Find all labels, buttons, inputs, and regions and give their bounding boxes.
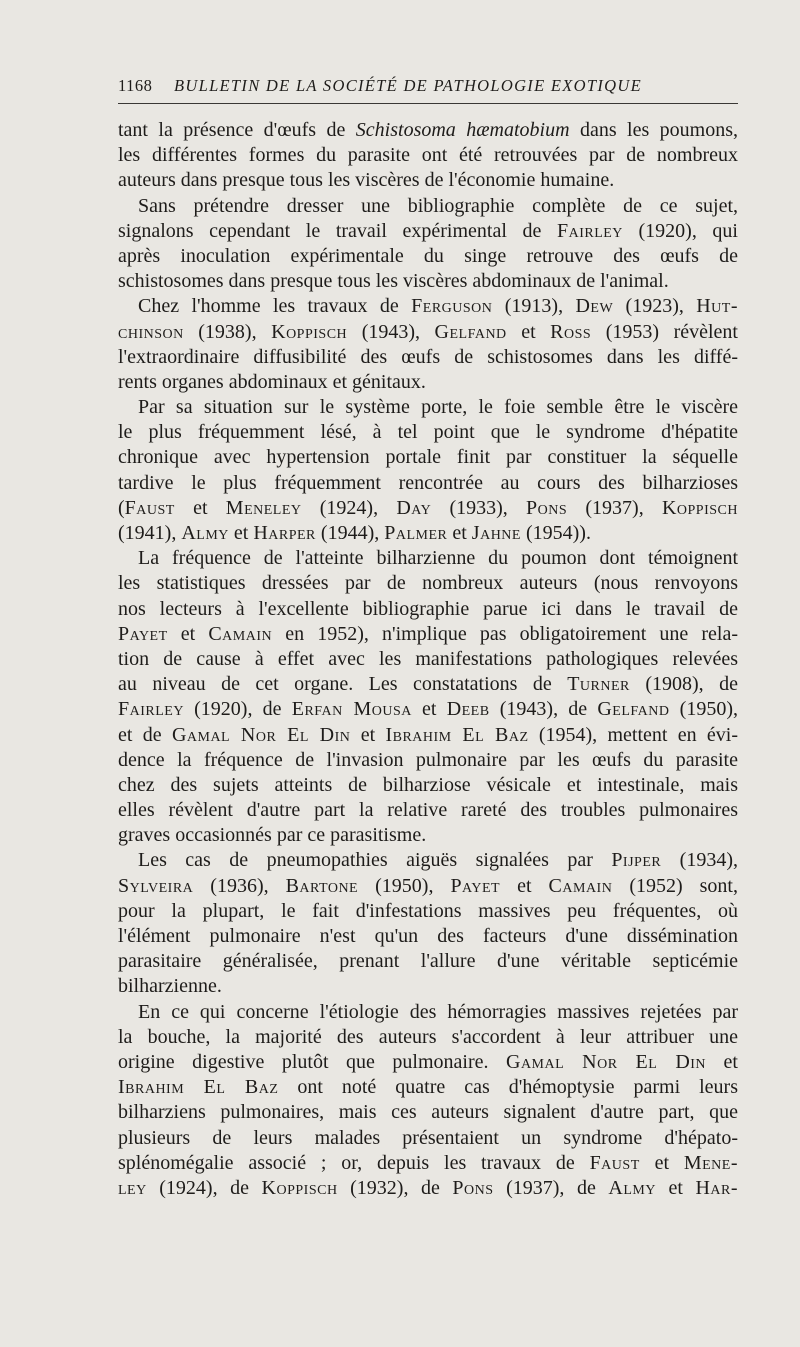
author-name: Fairley — [556, 219, 623, 242]
author-name: Turner — [567, 673, 630, 696]
author-name: Har- — [695, 1176, 739, 1199]
author-name: Camain — [548, 874, 613, 897]
paragraph-first-line: Par sa situation sur le système porte, le foie semble être le viscère — [138, 396, 738, 419]
text-line: l'extraordinaire diffusibilité des œufs de schistosomes dans les diffé- — [118, 345, 738, 368]
author-name: Payet — [450, 874, 501, 897]
author-name: Palmer — [384, 522, 448, 544]
text-line: tardive le plus fréquemment rencontrée au cours des bilharzioses — [118, 471, 738, 494]
text-line: et de Gamal Nor El Din et Ibrahim El Baz (1954), mettent en évi- — [118, 723, 739, 746]
text-line: les statistiques dressées par de nombreux auteurs (nous renvoyons — [118, 572, 738, 595]
author-name: Sylveira — [118, 874, 194, 897]
text-line: (Faust et Meneley (1924), Day (1933), Pons (1937), Koppisch — [118, 496, 738, 519]
text-line: tant la présence d'œufs de Schistosoma hæmatobium dans les poumons, — [118, 119, 738, 141]
author-name: Jahne — [471, 522, 521, 544]
text-line: au niveau de cet organe. Les constatations de Turner (1908), de — [118, 673, 738, 696]
text-line: bilharziens pulmonaires, mais ces auteurs signalent d'autre part, que — [118, 1101, 738, 1124]
author-name: Faust — [589, 1151, 640, 1174]
paragraph-first-line: La fréquence de l'atteinte bilharzienne du poumon dont témoignent — [138, 547, 738, 570]
text-line: origine digestive plutôt que pulmonaire. Gamal Nor El Din et — [118, 1050, 738, 1073]
author-name: Pons — [526, 496, 568, 519]
text-line: schistosomes dans presque tous les viscères abdominaux de l'animal. — [118, 270, 669, 293]
text-line: ley (1924), de Koppisch (1932), de Pons (1937), de Almy et Har- — [118, 1176, 739, 1199]
author-name: Koppisch — [271, 320, 348, 343]
text-line: (1941), Almy et Harper (1944), Palmer et Jahne (1954)). — [118, 522, 591, 544]
text-line: plusieurs de leurs malades présentaient un syndrome d'hépato- — [118, 1126, 738, 1149]
author-name: Pijper — [611, 849, 662, 872]
text-line: dence la fréquence de l'invasion pulmonaire par les œufs du parasite — [118, 748, 738, 771]
text-line: rents organes abdominaux et génitaux. — [118, 370, 426, 393]
author-name: Koppisch — [261, 1176, 338, 1199]
author-name: Bartone — [285, 874, 359, 897]
text-line: bilharzienne. — [118, 975, 222, 998]
author-name: Ross — [550, 320, 592, 343]
text-line: Sylveira (1936), Bartone (1950), Payet et Camain (1952) sont, — [118, 874, 738, 897]
text-line: splénomégalie associé ; or, depuis les travaux de Faust et Mene- — [118, 1151, 739, 1174]
text-line: chinson (1938), Koppisch (1943), Gelfand et Ross (1953) révèlent — [118, 320, 738, 343]
body-text — [118, 118, 738, 1201]
text-line: signalons cependant le travail expérimental de Fairley (1920), qui — [118, 219, 738, 242]
text-line: elles révèlent d'autre part la relative rareté des troubles pulmonaires — [118, 799, 738, 822]
paragraph-first-line: Sans prétendre dresser une bibliographie complète de ce sujet, — [138, 194, 738, 217]
author-name: Erfan Mousa — [291, 698, 412, 721]
paragraph-first-line: En ce qui concerne l'étiologie des hémorragies massives rejetées par — [138, 1000, 738, 1023]
paragraph-first-line: Chez l'homme les travaux de Ferguson (1913), Dew (1923), Hut- — [138, 295, 738, 318]
author-name: Ibrahim El Baz — [385, 723, 529, 746]
text-line: pour la plupart, le fait d'infestations massives peu fréquentes, où — [118, 899, 738, 922]
text-line: auteurs dans presque tous les viscères de l'économie humaine. — [118, 169, 615, 192]
author-name: Gamal Nor El Din — [171, 723, 351, 746]
text-line: tion de cause à effet avec les manifestations pathologiques relevées — [118, 647, 738, 670]
author-name: Gelfand — [434, 320, 507, 343]
text-line: après inoculation expérimentale du singe retrouve des œufs de — [118, 244, 738, 267]
header-rule — [118, 103, 738, 104]
author-name: Payet — [118, 622, 168, 645]
page-number: 1168 — [118, 76, 153, 95]
author-name: Camain — [208, 622, 273, 645]
text-line: Fairley (1920), de Erfan Mousa et Deeb (1943), de Gelfand (1950), — [118, 698, 738, 721]
text-line: nos lecteurs à l'excellente bibliographie parue ici dans le travail de — [118, 597, 738, 620]
text-line: les différentes formes du parasite ont été retrouvées par de nombreux — [118, 144, 738, 167]
author-name: Harper — [253, 522, 316, 544]
text-line: graves occasionnés par ce parasitisme. — [118, 824, 427, 847]
author-name: Ferguson — [411, 295, 493, 318]
author-name: Deeb — [446, 698, 490, 721]
text-line: Ibrahim El Baz ont noté quatre cas d'hémoptysie parmi leurs — [118, 1076, 738, 1099]
author-name: Faust — [124, 496, 175, 519]
author-name: Fairley — [118, 698, 184, 721]
author-name: Mene- — [683, 1151, 739, 1174]
text-line: Payet et Camain en 1952), n'implique pas obligatoirement une rela- — [118, 622, 738, 645]
author-name: Ibrahim El Baz — [118, 1076, 279, 1099]
author-name: ley — [118, 1176, 147, 1199]
author-name: Day — [396, 496, 432, 519]
author-name: Hut- — [696, 295, 738, 318]
author-name: Pons — [452, 1176, 494, 1199]
paragraph-first-line: Les cas de pneumopathies aiguës signalées par Pijper (1934), — [138, 849, 738, 872]
text-line: l'élément pulmonaire n'est qu'un des facteurs d'une dissémination — [118, 925, 738, 947]
text-line: chez des sujets atteints de bilharziose vésicale et intestinale, mais — [118, 773, 738, 796]
text-line: le plus fréquemment lésé, à tel point que le syndrome d'hépatite — [118, 421, 738, 444]
author-name: Dew — [575, 295, 614, 318]
author-name: Almy — [181, 522, 229, 544]
author-name: Gelfand — [597, 698, 670, 721]
author-name: Koppisch — [661, 496, 738, 519]
author-name: Gamal Nor El Din — [506, 1050, 707, 1073]
text-line: chronique avec hypertension portale finit par constituer la séquelle — [118, 446, 738, 469]
species-name: Schistosoma hæmatobium — [355, 119, 570, 141]
author-name: Meneley — [225, 496, 302, 519]
journal-title: BULLETIN DE LA SOCIÉTÉ DE PATHOLOGIE EXOTIQUE — [174, 76, 642, 95]
text-line: la bouche, la majorité des auteurs s'accordent à leur attribuer une — [118, 1025, 738, 1048]
author-name: Almy — [608, 1176, 656, 1199]
text-line: parasitaire généralisée, prenant l'allure d'une véritable septicémie — [118, 950, 738, 973]
